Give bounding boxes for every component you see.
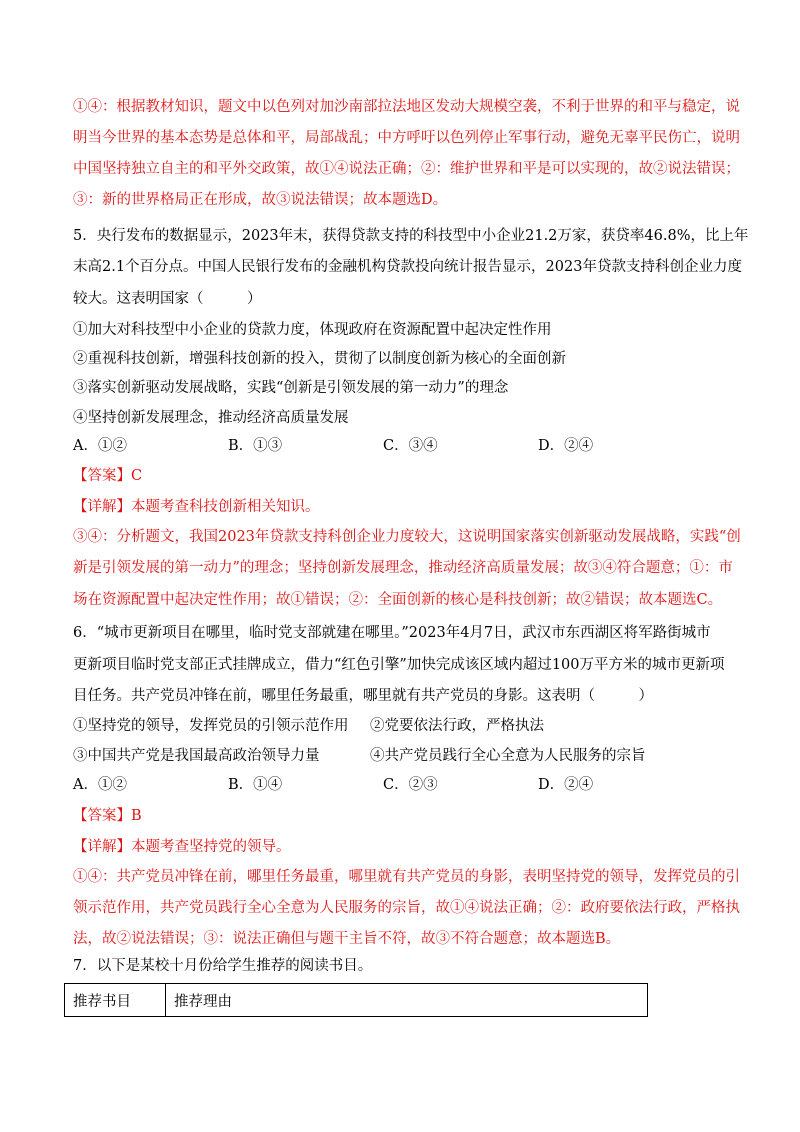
option-b: B．①④ [228, 777, 283, 793]
statement-row [73, 716, 673, 736]
question-stem: 较大。这表明国家（ ） [73, 291, 262, 307]
table-header-row [65, 984, 648, 1017]
analysis-line: ①④：共产党员冲锋在前，哪里任务最重，哪里就有共产党员的身影，表明坚持党的领导，发挥党员的引 [73, 869, 740, 885]
option-b: B．①③ [228, 438, 283, 454]
statement: ④共产党员践行全心全意为人民服务的宗旨 [370, 748, 646, 764]
answer-label: 【答案】B [73, 808, 142, 824]
analysis-line: 中国坚持独立自主的和平外交政策，故①④说法正确；②：维护世界和平是可以实现的，故②说法错误； [73, 161, 740, 177]
reading-list-table [64, 983, 648, 1017]
question-stem: 6．“城市更新项目在哪里，临时党支部就建在哪里。”2023年4月7日，武汉市东西湖区将军路街城市 [73, 625, 711, 641]
statement: ③中国共产党是我国最高政治领导力量 [73, 748, 320, 764]
statement: ②党要依法行政，严格执法 [370, 718, 544, 734]
analysis-line: 领示范作用，共产党员践行全心全意为人民服务的宗旨，故①④说法正确；②：政府要依法行政，严格执 [73, 900, 740, 916]
analysis-line: 明当今世界的基本态势是总体和平，局部战乱；中方呼吁以色列停止军事行动，避免无辜平民伤亡，说明 [73, 130, 740, 146]
answer-options [73, 436, 633, 456]
statement-row [73, 746, 673, 766]
analysis-line: 法，故②说法错误；③：说法正确但与题干主旨不符，故③不符合题意；故本题选B。 [73, 931, 621, 947]
table-header-cell: 推荐理由 [166, 984, 648, 1017]
option-c: C．②③ [383, 777, 438, 793]
statement: ②重视科技创新，增强科技创新的投入，贯彻了以制度创新为核心的全面创新 [73, 351, 566, 367]
detail-label: 【详解】本题考查科技创新相关知识。 [73, 499, 320, 515]
question-stem: 5．央行发布的数据显示，2023年末，获得贷款支持的科技型中小企业21.2万家，获贷率46.8%，比上年 [73, 228, 749, 244]
option-a: A．①② [73, 438, 127, 454]
answer-label: 【答案】C [73, 468, 143, 484]
option-d: D．②④ [538, 438, 594, 454]
answer-options [73, 775, 633, 795]
statement: ④坚持创新发展理念，推动经济高质量发展 [73, 410, 349, 426]
option-c: C．③④ [383, 438, 438, 454]
analysis-line: ①④：根据教材知识，题文中以色列对加沙南部拉法地区发动大规模空袭，不利于世界的和平与稳定，说 [73, 99, 740, 115]
option-a: A．①② [73, 777, 127, 793]
statement: ①加大对科技型中小企业的贷款力度，体现政府在资源配置中起决定性作用 [73, 322, 552, 338]
analysis-line: ③：新的世界格局正在形成，故③说法错误；故本题选D。 [73, 192, 448, 208]
analysis-line: 新是引领发展的第一动力”的理念；坚持创新发展理念，推动经济高质量发展；故③④符合题意；①：市 [73, 560, 733, 576]
detail-label: 【详解】本题考查坚持党的领导。 [73, 839, 291, 855]
question-stem: 末高2.1个百分点。中国人民银行发布的金融机构贷款投向统计报告显示，2023年贷款支持科创企业力度 [73, 259, 742, 275]
analysis-line: 场在资源配置中起决定性作用；故①错误；②：全面创新的核心是科技创新；故②错误；故本题选C。 [73, 592, 723, 608]
analysis-line: ③④：分析题文，我国2023年贷款支持科创企业力度较大，这说明国家落实创新驱动发展战略，实践“创 [73, 529, 741, 545]
question-stem: 更新项目临时党支部正式挂牌成立，借力“红色引擎”加快完成该区域内超过100万平方米的城市更新项 [73, 657, 725, 673]
question-stem: 目任务。共产党员冲锋在前，哪里任务最重，哪里就有共产党员的身影。这表明（ ） [73, 688, 653, 704]
option-d: D．②④ [538, 777, 594, 793]
question-stem: 7．以下是某校十月份给学生推荐的阅读书目。 [73, 958, 373, 974]
table-header-cell: 推荐书目 [65, 984, 166, 1017]
statement: ③落实创新驱动发展战略，实践“创新是引领发展的第一动力”的理念 [73, 380, 509, 396]
statement: ①坚持党的领导，发挥党员的引领示范作用 [73, 718, 349, 734]
